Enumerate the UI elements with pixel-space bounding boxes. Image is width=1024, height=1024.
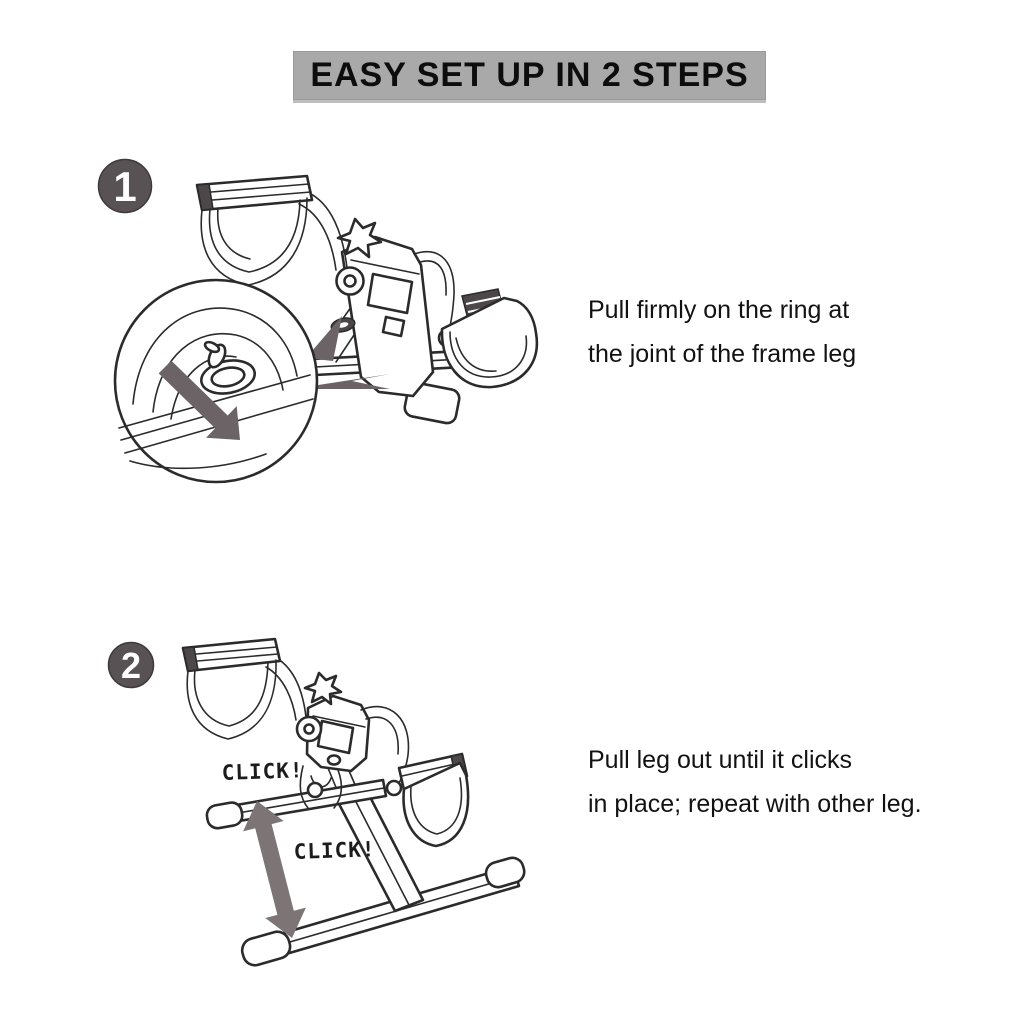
step-1-badge [99, 160, 152, 213]
left-pedal [197, 176, 312, 285]
crank-arm [307, 192, 347, 268]
click-label: CLICK! [293, 837, 376, 864]
click-label: CLICK! [221, 758, 304, 785]
instruction-line: the joint of the frame leg [588, 340, 857, 368]
instruction-line: Pull firmly on the ring at [588, 296, 850, 324]
display-button [383, 317, 404, 336]
step-number: 1 [113, 163, 137, 210]
step-1-instruction [588, 288, 856, 376]
step-2-illustration [70, 618, 590, 1018]
click-pin-hole [308, 783, 322, 797]
header-title: EASY SET UP IN 2 STEPS [310, 56, 749, 94]
extend-direction-arrow-icon [243, 801, 306, 938]
display-screen [318, 721, 353, 753]
left-pedal [183, 639, 280, 739]
step-2-instruction [588, 738, 922, 826]
rear-leg-end-cap [483, 855, 526, 890]
step-1-illustration [70, 148, 580, 518]
magnifier-detail [115, 280, 317, 482]
step-2-badge [109, 643, 154, 688]
header-banner [293, 51, 766, 100]
display-screen [368, 274, 412, 313]
pedal-exerciser-drawing [183, 639, 527, 968]
display-button [328, 756, 340, 765]
instruction-line: Pull leg out until it clicks [588, 746, 853, 774]
crank-arm [273, 656, 306, 717]
front-leg-end-cap [205, 801, 243, 830]
instruction-line: in place; repeat with other leg. [588, 790, 922, 818]
rear-leg-end-cap [239, 929, 293, 968]
step-number: 2 [120, 645, 142, 686]
